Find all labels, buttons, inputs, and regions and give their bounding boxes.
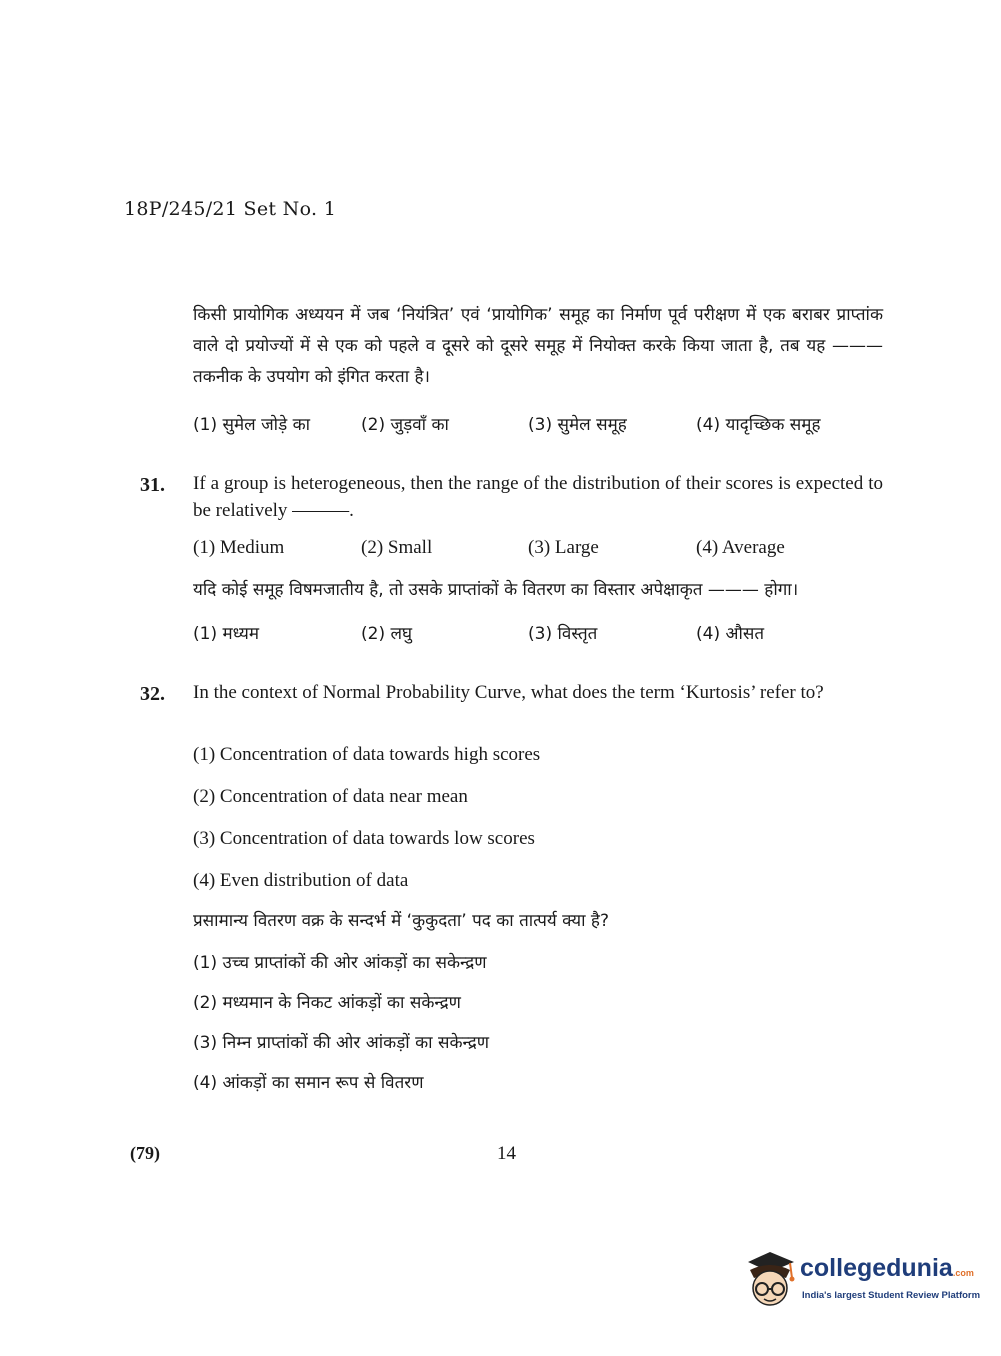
q31-english-option-3: (3) Large xyxy=(528,537,599,558)
paper-code-header: 18P/245/21 Set No. 1 xyxy=(124,198,337,220)
q32-hindi-option-4: (4) आंकड़ों का समान रूप से वितरण xyxy=(193,1073,424,1093)
q31-hindi-option-4: (4) औसत xyxy=(696,624,765,644)
q30-hindi-text: किसी प्रायोगिक अध्ययन में जब ‘नियंत्रित’ एवं ‘प्रायोगिक’ समूह का निर्माण पूर्व परीक्षण में एक बराबर प्राप्तांक वाले दो प्रयोज्यों में से एक को पहले व दूसरे को दूसरे समूह में नियोक्त करके किया जाता है, तब यह ——— तकनीक के उपयोग को इंगित करता है। xyxy=(193,305,883,387)
footer-booklet-code: (79) xyxy=(130,1143,160,1163)
watermark-brand-suffix: .com xyxy=(952,1268,974,1278)
q31-hindi-options xyxy=(193,621,883,651)
q32-hindi-text: प्रसामान्य वितरण वक्र के सन्दर्भ में ‘कुकुदता’ पद का तात्पर्य क्या है? xyxy=(193,911,609,931)
mascot-logo-icon xyxy=(742,1248,798,1314)
q32-number: 32. xyxy=(140,683,165,705)
q31-hindi-option-3: (3) विस्तृत xyxy=(528,624,598,644)
q30-hindi-option-1: (1) सुमेल जोड़े का xyxy=(193,415,311,435)
q31-hindi-option-2: (2) लघु xyxy=(361,624,413,644)
q31-english-options xyxy=(193,537,883,567)
q31-hindi-text: यदि कोई समूह विषमजातीय है, तो उसके प्राप्तांकों के वितरण का विस्तार अपेक्षाकृत ——— होगा। xyxy=(193,580,799,600)
watermark-brand-text: collegedunia xyxy=(800,1254,953,1282)
q31-hindi-option-1: (1) मध्यम xyxy=(193,624,260,644)
q30-hindi-option-2: (2) जुड़वाँ का xyxy=(361,415,449,435)
watermark-brand xyxy=(800,1254,974,1283)
q30-hindi-options xyxy=(193,412,883,442)
q32-english-option-2: (2) Concentration of data near mean xyxy=(193,786,468,807)
q31-english-text: If a group is heterogeneous, then the range of the distribution of their scores is expected to be relatively ———. xyxy=(193,473,883,521)
q31-english-option-1: (1) Medium xyxy=(193,537,285,558)
q32-english-option-1: (1) Concentration of data towards high scores xyxy=(193,744,541,765)
q32-english-option-3: (3) Concentration of data towards low scores xyxy=(193,828,535,849)
q32-hindi-option-2: (2) मध्यमान के निकट आंकड़ों का सकेन्द्रण xyxy=(193,993,461,1013)
q31-number: 31. xyxy=(140,474,165,496)
q30-hindi-option-3: (3) सुमेल समूह xyxy=(528,415,627,435)
q32-english-text: In the context of Normal Probability Curve, what does the term ‘Kurtosis’ refer to? xyxy=(193,682,824,703)
q31-english-option-4: (4) Average xyxy=(696,537,785,558)
q30-hindi-option-4: (4) यादृच्छिक समूह xyxy=(696,415,821,435)
q32-hindi-option-1: (1) उच्च प्राप्तांकों की ओर आंकड़ों का सकेन्द्रण xyxy=(193,953,487,973)
q32-hindi-option-3: (3) निम्न प्राप्तांकों की ओर आंकड़ों का सकेन्द्रण xyxy=(193,1033,490,1053)
q31-english-option-2: (2) Small xyxy=(361,537,433,558)
q32-english-option-4: (4) Even distribution of data xyxy=(193,870,409,891)
collegedunia-watermark xyxy=(742,1246,981,1318)
page-number: 14 xyxy=(497,1143,516,1164)
watermark-tagline: India's largest Student Review Platform xyxy=(802,1290,981,1301)
